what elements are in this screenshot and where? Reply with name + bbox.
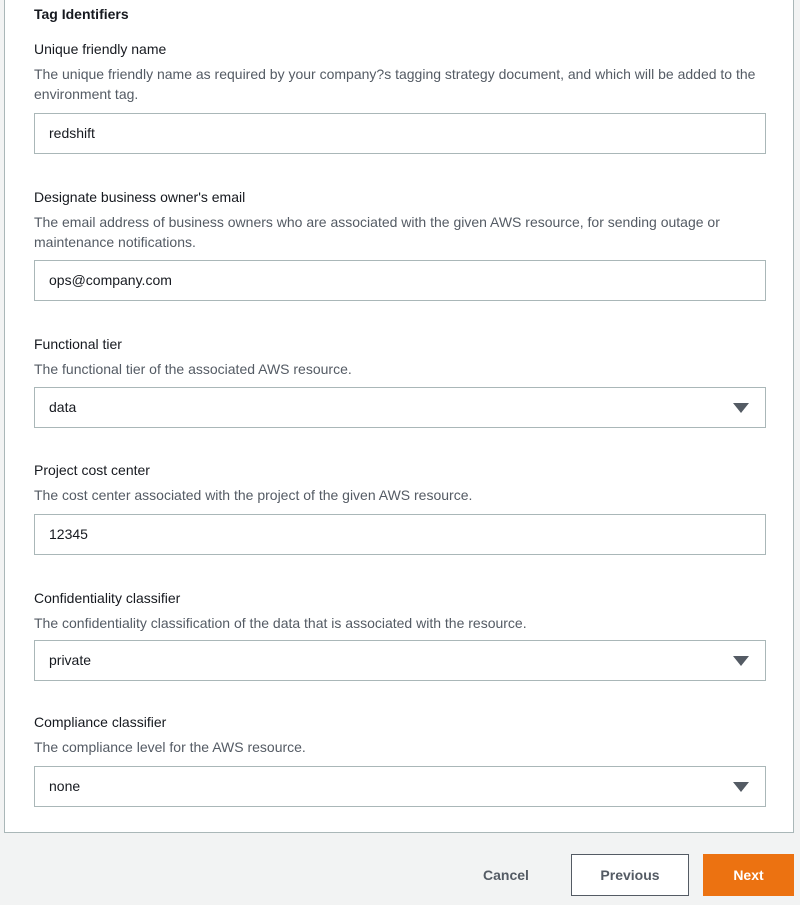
caret-down-icon — [733, 782, 749, 792]
field-cost-center — [34, 460, 766, 542]
functional-tier-description: The functional tier of the associated AWS resource. — [34, 361, 352, 377]
cost-center-label: Project cost center — [34, 462, 150, 478]
field-functional-tier — [34, 334, 766, 415]
confidentiality-select[interactable] — [34, 640, 766, 681]
owner-email-input[interactable]: ops@company.com — [34, 260, 766, 301]
confidentiality-label: Confidentiality classifier — [34, 590, 181, 606]
wizard-footer — [0, 834, 800, 905]
compliance-select[interactable] — [34, 766, 766, 807]
field-friendly-name — [34, 39, 766, 141]
compliance-value: none — [49, 778, 81, 794]
next-button[interactable]: Next — [703, 854, 794, 896]
caret-down-icon — [733, 403, 749, 413]
owner-email-label: Designate business owner's email — [34, 189, 246, 205]
confidentiality-description: The confidentiality classification of the data that is associated with the resource. — [34, 615, 527, 631]
confidentiality-value: private — [49, 652, 92, 668]
friendly-name-input[interactable]: redshift — [34, 113, 766, 154]
field-compliance — [34, 712, 766, 794]
friendly-name-label: Unique friendly name — [34, 41, 167, 57]
functional-tier-label: Functional tier — [34, 336, 122, 352]
functional-tier-select[interactable] — [34, 387, 766, 428]
compliance-description: The compliance level for the AWS resource. — [34, 739, 306, 755]
section-title: Tag Identifiers — [34, 6, 129, 22]
field-confidentiality — [34, 588, 766, 668]
cost-center-description: The cost center associated with the project of the given AWS resource. — [34, 487, 473, 503]
tag-identifiers-panel — [4, 0, 794, 833]
field-owner-email — [34, 187, 766, 288]
friendly-name-description: The unique friendly name as required by your company?s tagging strategy document, and which will be added to the environment tag. — [34, 66, 756, 102]
previous-button[interactable]: Previous — [571, 854, 689, 896]
compliance-label: Compliance classifier — [34, 714, 167, 730]
owner-email-description: The email address of business owners who are associated with the given AWS resource, for sending outage or maintenance notifications. — [34, 214, 720, 250]
functional-tier-value: data — [49, 399, 77, 415]
cost-center-input[interactable]: 12345 — [34, 514, 766, 555]
caret-down-icon — [733, 656, 749, 666]
cancel-button[interactable]: Cancel — [483, 867, 529, 883]
